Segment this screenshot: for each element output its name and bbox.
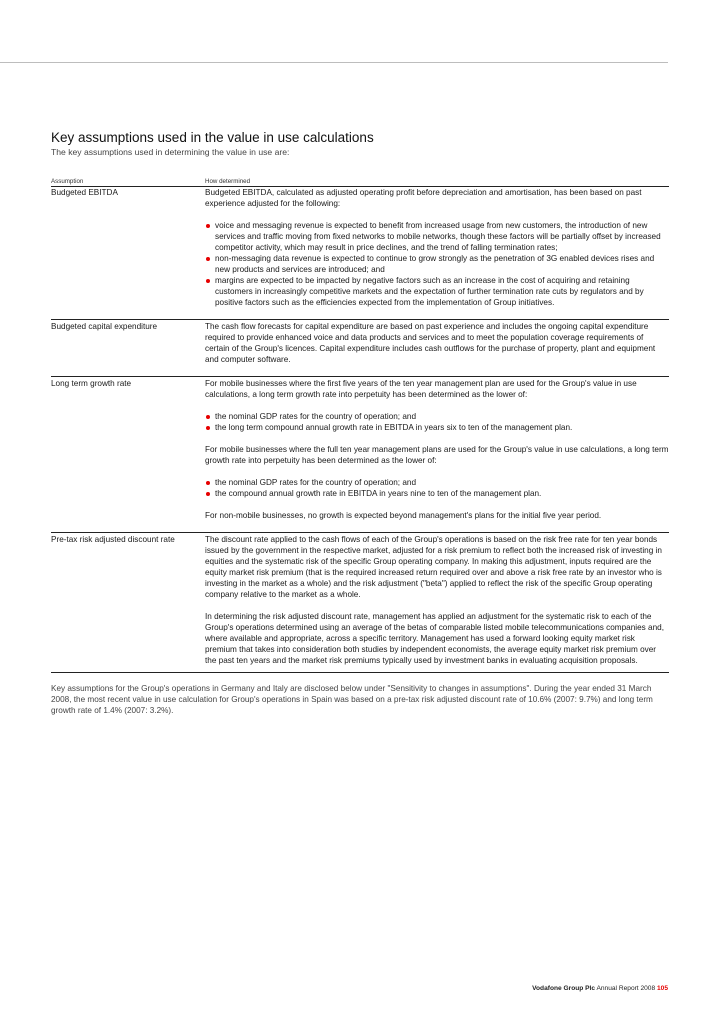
- footer-company: Vodafone Group Plc: [532, 985, 596, 992]
- page-number: 105: [656, 985, 668, 992]
- bullet-item: the nominal GDP rates for the country of operation; and: [205, 477, 669, 488]
- section-intro: The key assumptions used in determining the value in use are:: [51, 147, 290, 157]
- bullet-item: the compound annual growth rate in EBITDA in years nine to ten of the management plan.: [205, 488, 669, 499]
- footnote: Key assumptions for the Group's operations in Germany and Italy are disclosed below under "Sensitivity to changes in assumptions". During the year ended 31 March 2008, the most recent value in use calculation for Group's operations in Spain was based on a pre-tax risk adjusted discount rate of 10.6% (2007: 9.7%) and long term growth rate of 1.4% (2007: 3.2%).: [51, 684, 653, 715]
- table-bottom-rule: [51, 672, 669, 673]
- row-assumption: Long term growth rate: [51, 376, 205, 532]
- assumptions-table: [51, 178, 669, 673]
- row-description: [205, 532, 669, 672]
- paragraph: In determining the risk adjusted discount rate, management has applied an adjustment for the systematic risk to each of the Group's operations determined using an average of the betas of comparable listed mobile telecommunications companies and, where available and appropriate, across a specific territory. Management has used a forward looking equity market risk premium that takes into consideration both studies by independent economists, the average equity market risk premium over the past ten years and the market risk premiums typically used by investment banks in evaluating acquisition proposals.: [205, 612, 664, 665]
- header-assumption: Assumption: [51, 178, 205, 187]
- row-description: [205, 319, 669, 376]
- top-rule: [0, 62, 668, 63]
- paragraph: Budgeted EBITDA, calculated as adjusted operating profit before depreciation and amortisation, has been based on past experience adjusted for the following:: [205, 188, 642, 208]
- paragraph: For non-mobile businesses, no growth is expected beyond management's plans for the initial five year period.: [205, 511, 602, 520]
- bullet-item: non-messaging data revenue is expected to continue to grow strongly as the penetration of 3G enabled devices rises and new products and services are introduced; and: [205, 253, 669, 275]
- row-assumption: Budgeted EBITDA: [51, 188, 118, 197]
- bullet-item: margins are expected to be impacted by negative factors such as an increase in the cost of acquiring and retaining customers in increasingly competitive markets and the expectation of further termination rate cuts by regulators and by positive factors such as the efficiencies expected from the implementation of Group initiatives.: [205, 275, 669, 308]
- table-row: [51, 376, 669, 532]
- row-description: [205, 376, 669, 532]
- header-how-determined: How determined: [205, 178, 669, 187]
- bullet-list: [205, 411, 669, 433]
- paragraph: The discount rate applied to the cash flows of each of the Group's operations is based on the risk free rate for ten year bonds issued by the government in the respective market, adjusted for a risk premium to reflect both the increased risk of investing in equities and the systematic risk of the specific Group operating company. In making this adjustment, inputs required are the equity market risk premium (that is the required increased return required over and above a risk free rate by an investor who is investing in the market as a whole) and the risk adjustment ("beta") applied to reflect the risk of the specific Group operating company relative to the market as a whole.: [205, 535, 662, 599]
- footer-report: Annual Report 2008: [595, 985, 657, 992]
- row-assumption: Budgeted capital expenditure: [51, 319, 205, 376]
- bullet-item: the nominal GDP rates for the country of operation; and: [205, 411, 669, 422]
- table-row: [51, 187, 669, 319]
- page-footer: [532, 985, 668, 993]
- paragraph: For mobile businesses where the full ten year management plans are used for the Group's value in use calculations, a long term growth rate into perpetuity has been determined as the lower of:: [205, 445, 669, 465]
- bullet-item: voice and messaging revenue is expected to benefit from increased usage from new customers, the introduction of new services and traffic moving from fixed networks to mobile networks, though these factors will be partially offset by increased competitor activity, which may result in price declines, and the trend of falling termination rates;: [205, 220, 669, 253]
- row-assumption: Pre-tax risk adjusted discount rate: [51, 532, 205, 672]
- bullet-list: [205, 220, 669, 308]
- row-description: [205, 187, 669, 319]
- table-row: [51, 532, 669, 672]
- table-header: [51, 178, 669, 187]
- table-row: [51, 319, 669, 376]
- bullet-item: the long term compound annual growth rate in EBITDA in years six to ten of the management plan.: [205, 422, 669, 433]
- paragraph: The cash flow forecasts for capital expenditure are based on past experience and includes the ongoing capital expenditure required to provide enhanced voice and data products and services and to meet the population coverage requirements of certain of the Group's licences. Capital expenditure includes cash outflows for the purchase of property, plant and equipment and computer software.: [205, 322, 656, 364]
- bullet-list: [205, 477, 669, 499]
- section-title: Key assumptions used in the value in use calculations: [51, 130, 374, 145]
- paragraph: For mobile businesses where the first five years of the ten year management plan are used for the Group's value in use calculations, a long term growth rate into perpetuity has been determined as the lower of:: [205, 379, 637, 399]
- main-content: [51, 130, 669, 724]
